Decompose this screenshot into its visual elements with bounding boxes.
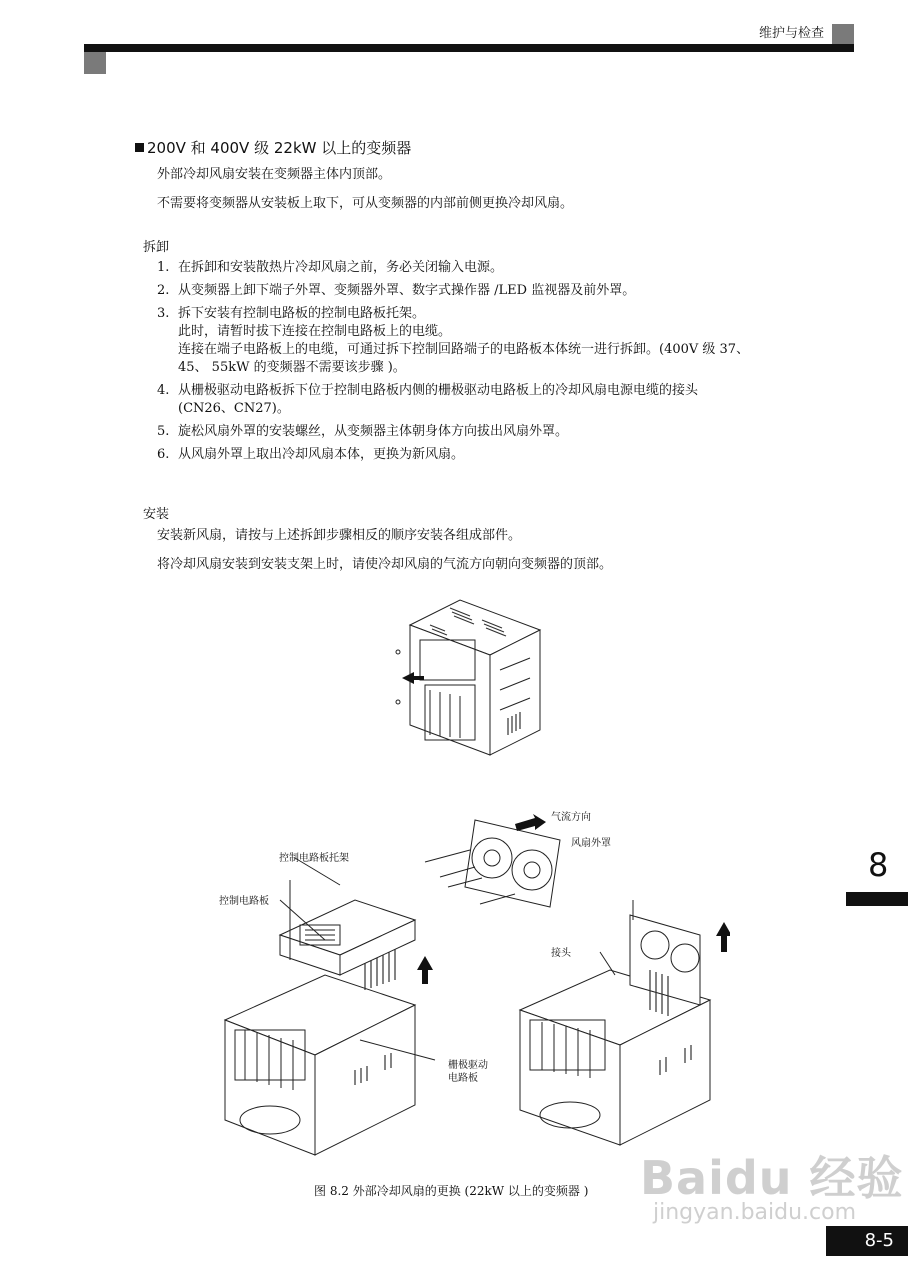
- step-text: (CN26、CN27)。: [178, 401, 290, 416]
- baidu-watermark-url: jingyan.baidu.com: [653, 1200, 857, 1225]
- label-fan-cover: 风扇外罩: [571, 838, 611, 849]
- step-text: 从风扇外罩上取出冷却风扇本体，更换为新风扇。: [178, 447, 465, 462]
- section-title: [135, 137, 411, 158]
- step-3: [157, 305, 847, 377]
- step-2: [157, 282, 847, 300]
- step-number: 4.: [157, 383, 170, 398]
- header-rule: [84, 44, 854, 52]
- step-text: 在拆卸和安装散热片冷却风扇之前，务必关闭输入电源。: [178, 260, 504, 275]
- intro-line-2: 不需要将变频器从安装板上取下，可从变频器的内部前侧更换冷却风扇。: [157, 196, 574, 211]
- label-gate-board-2: 电路板: [448, 1073, 478, 1084]
- step-number: 5.: [157, 424, 170, 439]
- label-connector: 接头: [551, 948, 571, 959]
- step-6: [157, 446, 847, 464]
- step-text: 连接在端子电路板上的电缆，可通过拆下控制回路端子的电路板本体统一进行拆卸。(400V 级 37、: [178, 342, 750, 357]
- corner-marker-box: [84, 52, 106, 74]
- label-airflow: 气流方向: [551, 812, 591, 823]
- page-number: 8-5: [826, 1226, 908, 1256]
- label-control-board: 控制电路板: [219, 896, 269, 907]
- chapter-number: 8: [868, 846, 889, 884]
- header-marker-box: [832, 24, 854, 46]
- removal-heading: 拆卸: [143, 240, 170, 255]
- label-gate-board-1: 栅极驱动: [448, 1060, 488, 1071]
- step-1: [157, 259, 847, 277]
- step-4: [157, 382, 847, 418]
- step-number: 6.: [157, 447, 170, 462]
- figure-caption: 图 8.2 外部冷却风扇的更换 (22kW 以上的变频器 ): [314, 1184, 589, 1198]
- running-header: 维护与检查: [758, 26, 824, 41]
- label-control-board-bracket: 控制电路板托架: [279, 853, 349, 864]
- square-bullet-icon: [135, 143, 144, 152]
- step-5: [157, 423, 847, 441]
- chapter-bar: [846, 892, 908, 906]
- step-text: 旋松风扇外罩的安装螺丝，从变频器主体朝身体方向拔出风扇外罩。: [178, 424, 569, 439]
- section-title-text: 200V 和 400V 级 22kW 以上的变频器: [147, 139, 412, 157]
- step-number: 1.: [157, 260, 170, 275]
- baidu-watermark-logo: Baidu 经验: [640, 1151, 904, 1205]
- step-text: 45、 55kW 的变频器不需要该步骤 )。: [178, 360, 406, 375]
- step-text: 从变频器上卸下端子外罩、变频器外罩、数字式操作器 /LED 监视器及前外罩。: [178, 283, 636, 298]
- install-line-2: 将冷却风扇安装到安装支架上时，请使冷却风扇的气流方向朝向变频器的顶部。: [157, 557, 613, 572]
- removal-steps: [157, 259, 847, 469]
- inverter-cabinet-illustration: [390, 590, 550, 760]
- intro-line-1: 外部冷却风扇安装在变频器主体内顶部。: [157, 167, 392, 182]
- step-number: 2.: [157, 283, 170, 298]
- step-text: 拆下安装有控制电路板的控制电路板托架。: [178, 306, 426, 321]
- step-text: 从栅极驱动电路板拆下位于控制电路板内侧的栅极驱动电路板上的冷却风扇电源电缆的接头: [178, 383, 699, 398]
- install-heading: 安装: [143, 507, 170, 522]
- figure-leader-lines: [210, 840, 650, 1080]
- install-line-1: 安装新风扇，请按与上述拆卸步骤相反的顺序安装各组成部件。: [157, 528, 522, 543]
- step-number: 3.: [157, 306, 170, 321]
- step-text: 此时，请暂时拔下连接在控制电路板上的电缆。: [178, 324, 452, 339]
